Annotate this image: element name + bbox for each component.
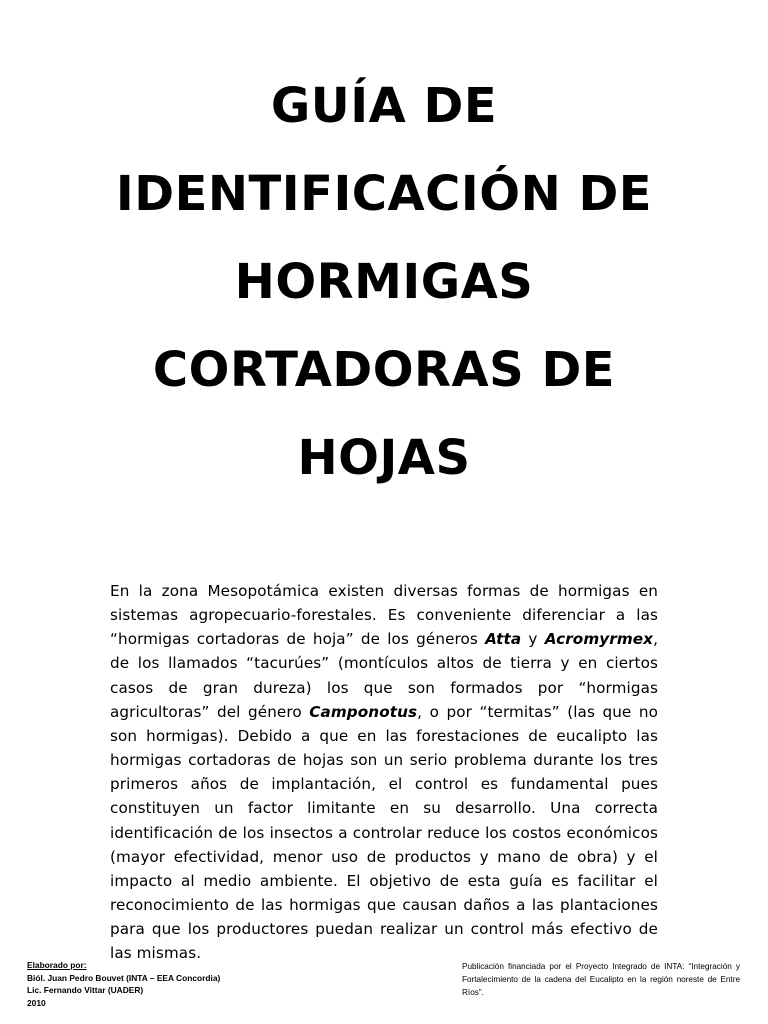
paragraph-text-1: En la zona Mesopotámica existen diversas formas de hormigas en sistemas agropecuario-forestales. Es conveniente diferenciar a las “hormigas cortadoras de hoja” de los géneros [110, 582, 658, 649]
authors-label: Elaborado por: [27, 960, 87, 970]
title-line-5: HOJAS [297, 430, 471, 486]
title-line-1: GUÍA DE [270, 78, 498, 134]
title-line-3: HORMIGAS [234, 254, 534, 310]
publication-year: 2010 [27, 997, 46, 1008]
document-title [60, 62, 708, 502]
paragraph-text-2: y [521, 630, 545, 649]
author-1: Biól. Juan Pedro Bouvet (INTA – EEA Concordia) [27, 972, 221, 983]
paragraph-text-3: , de los llamados “tacurúes” (montículos altos de tierra y en ciertos casos de gran dureza) los que son formados por “hormigas agricultoras” del género [110, 630, 658, 721]
author-2: Lic. Fernando Vittar (UADER) [27, 985, 144, 996]
paragraph-text-4: , o por “termitas” (las que no son hormigas). Debido a que en las forestaciones de eucalipto las hormigas cortadoras de hojas son un serio problema durante los tres primeros años de implantación, el control es fundamental pues constituyen un factor limitante en su desarrollo. Una correcta identificación de los insectos a controlar reduce los costos económicos (mayor efectividad, menor uso de productos y mano de obra) y el impacto al medio ambiente. El objetivo de esta guía es facilitar el reconocimiento de las hormigas que causan daños a las plantaciones para que los productores puedan realizar un control más efectivo de las mismas. [110, 702, 659, 963]
genus-acromyrmex: Acromyrmex [544, 630, 654, 649]
title-line-2: IDENTIFICACIÓN DE [115, 166, 653, 222]
intro-paragraph [110, 579, 658, 966]
funding-note: Publicación financiada por el Proyecto Integrado de INTA: “Integración y Fortalecimiento de la cadena del Eucalipto en la región noreste de Entre Ríos”. [462, 962, 740, 997]
authors-block [27, 959, 267, 1009]
genus-atta: Atta [485, 630, 522, 649]
genus-camponotus: Camponotus [309, 702, 418, 721]
title-line-4: CORTADORAS DE [152, 342, 616, 398]
